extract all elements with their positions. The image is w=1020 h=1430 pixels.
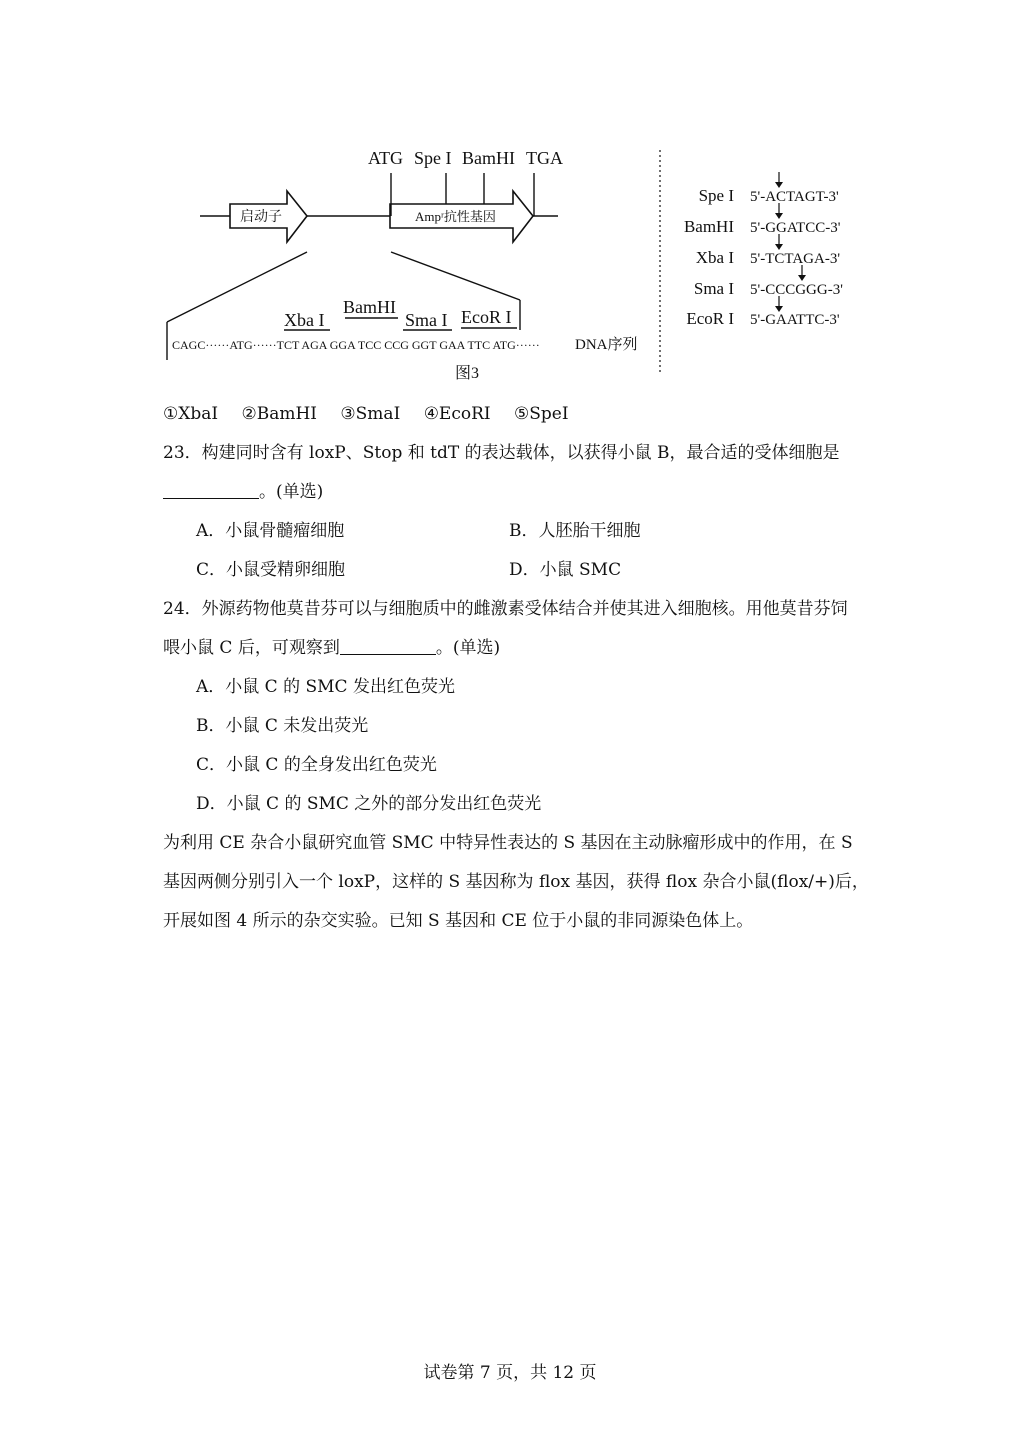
q24-option-d: D．小鼠 C 的 SMC 之外的部分发出红色荧光 <box>196 794 542 814</box>
question-23-answer-line <box>163 480 323 504</box>
enzyme-name: BamHI <box>683 217 734 236</box>
atg-label: ATG <box>368 148 403 168</box>
option-xbai: ①XbaI <box>163 404 219 424</box>
paragraph-line-2: 基因两侧分别引入一个 loxP，这样的 S 基因称为 flox 基因，获得 flox 杂合小鼠(flox/+)后， <box>163 872 869 892</box>
enzyme-seq: 5'-ACTAGT-3' <box>750 189 839 205</box>
seq-xba-label: Xba I <box>284 310 325 330</box>
page-footer: 试卷第 7 页，共 12 页 <box>423 1363 597 1383</box>
enzyme-name: Sma I <box>693 279 734 298</box>
tga-label: TGA <box>526 148 563 168</box>
option-ecori: ④EcoRI <box>423 404 491 424</box>
dna-sequence-label: DNA序列 <box>575 337 638 353</box>
q23-option-b: B．人胚胎干细胞 <box>509 521 641 541</box>
paragraph-line-3: 开展如图 4 所示的杂交实验。已知 S 基因和 CE 位于小鼠的非同源染色体上。 <box>163 911 754 931</box>
dna-sequence: CAGC······ATG······TCT AGA GGA TCC CCG GGT GAA TTC ATG······ <box>172 338 540 352</box>
enzyme-table <box>684 172 843 328</box>
seq-sma-label: Sma I <box>405 310 448 330</box>
q23-option-d: D．小鼠 SMC <box>509 560 622 580</box>
seq-eco-label: EcoR I <box>461 307 512 327</box>
enzyme-seq: 5'-TCTAGA-3' <box>750 251 841 267</box>
question-24-line2 <box>163 636 500 660</box>
question-24-text2: 喂小鼠 C 后，可观察到 <box>163 638 340 658</box>
q24-option-c: C．小鼠 C 的全身发出红色荧光 <box>196 755 437 775</box>
spe-label: Spe I <box>414 148 452 168</box>
q23-option-a: A．小鼠骨髓瘤细胞 <box>196 521 345 541</box>
option-bamhi: ②BamHI <box>241 404 318 424</box>
bam-label: BamHI <box>462 148 515 168</box>
q24-option-a: A．小鼠 C 的 SMC 发出红色荧光 <box>196 677 455 697</box>
enzyme-seq: 5'-CCCGGG-3' <box>750 282 843 298</box>
option-smai: ③SmaI <box>340 404 401 424</box>
enzyme-options <box>163 402 587 426</box>
figure-caption: 图3 <box>455 365 480 382</box>
answer-blank[interactable] <box>340 636 436 655</box>
enzyme-name: EcoR I <box>686 309 734 328</box>
promoter-label: 启动子 <box>240 210 282 225</box>
paragraph-line-1: 为利用 CE 杂合小鼠研究血管 SMC 中特异性表达的 S 基因在主动脉瘤形成中的作用，在 S <box>163 833 853 853</box>
enzyme-seq: 5'-GGATCC-3' <box>750 220 841 236</box>
enzyme-name: Spe I <box>698 186 734 205</box>
seq-bam-label: BamHI <box>343 297 396 317</box>
amp-gene-label: Ampʳ抗性基因 <box>415 209 496 224</box>
question-24: 24．外源药物他莫昔芬可以与细胞质中的雌激素受体结合并使其进入细胞核。用他莫昔芬饲 <box>163 599 848 619</box>
answer-blank[interactable] <box>163 480 259 499</box>
question-23-tail: 。(单选) <box>259 482 324 502</box>
enzyme-name: Xba I <box>695 248 734 267</box>
enzyme-seq: 5'-GAATTC-3' <box>750 312 840 328</box>
figure-3 <box>0 0 1020 400</box>
q23-option-c: C．小鼠受精卵细胞 <box>196 560 346 580</box>
zoom-line-right <box>391 252 520 300</box>
question-24-tail: 。(单选) <box>435 638 501 658</box>
option-spei: ⑤SpeI <box>514 404 569 424</box>
question-23: 23．构建同时含有 loxP、Stop 和 tdT 的表达载体，以获得小鼠 B，最合适的受体细胞是 <box>163 443 840 463</box>
q24-option-b: B．小鼠 C 未发出荧光 <box>196 716 369 736</box>
